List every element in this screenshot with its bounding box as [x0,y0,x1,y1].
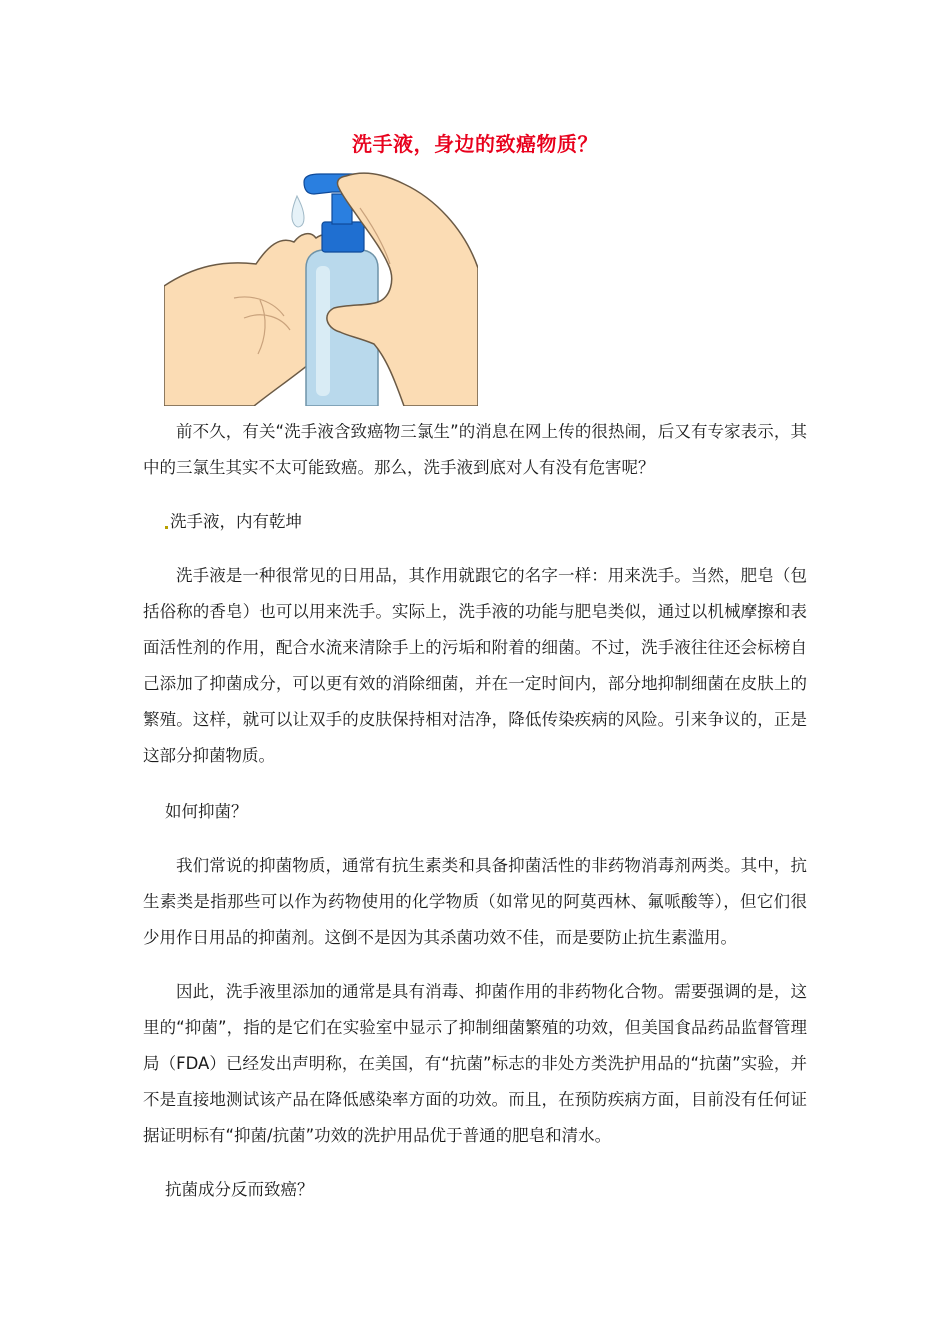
paragraph-body: 因此，洗手液里添加的通常是具有消毒、抑菌作用的非药物化合物。需要强调的是，这里的“抑菌”，指的是它们在实验室中显示了抑制细菌繁殖的功效，但美国食品药品监督管理局（FDA）已经发出声明称，在美国，有“抗菌”标志的非处方类洗护用品的“抗菌”实验，并不是直接地测试该产品在降低感染率方面的功效。而且，在预防疾病方面，目前没有任何证据证明标有“抑菌/抗菌”功效的洗护用品优于普通的肥皂和清水。 [143,982,807,1145]
section-heading: 抗菌成分反而致癌？ [165,1180,314,1199]
page-title: 洗手液，身边的致癌物质？ [352,132,598,156]
paragraph-intro: 前不久，有关“洗手液含致癌物三氯生”的消息在网上传的很热闹，后又有专家表示，其中的三氯生其实不太可能致癌。那么，洗手液到底对人有没有危害呢？ [143,422,807,477]
section-heading [165,504,302,540]
paragraph-body: 洗手液是一种很常见的日用品，其作用就跟它的名字一样：用来洗手。当然，肥皂（包括俗称的香皂）也可以用来洗手。实际上，洗手液的功能与肥皂类似，通过以机械摩擦和表面活性剂的作用，配合水流来清除手上的污垢和附着的细菌。不过，洗手液往往还会标榜自己添加了抑菌成分，可以更有效的消除细菌，并在一定时间内，部分地抑制细菌在皮肤上的繁殖。这样，就可以让双手的皮肤保持相对洁净，降低传染疾病的风险。引来争议的，正是这部分抑菌物质。 [143,566,807,765]
section-heading-text: 洗手液，内有乾坤 [170,512,302,531]
paragraph-body: 我们常说的抑菌物质，通常有抗生素类和具备抑菌活性的非药物消毒剂两类。其中，抗生素类是指那些可以作为药物使用的化学物质（如常见的阿莫西林、氟哌酸等），但它们很少用作日用品的抑菌剂。这倒不是因为其杀菌功效不佳，而是要防止抗生素滥用。 [143,856,807,947]
mark-icon [165,526,168,529]
hand-soap-illustration [164,168,478,406]
section-heading: 如何抑菌？ [165,802,248,821]
